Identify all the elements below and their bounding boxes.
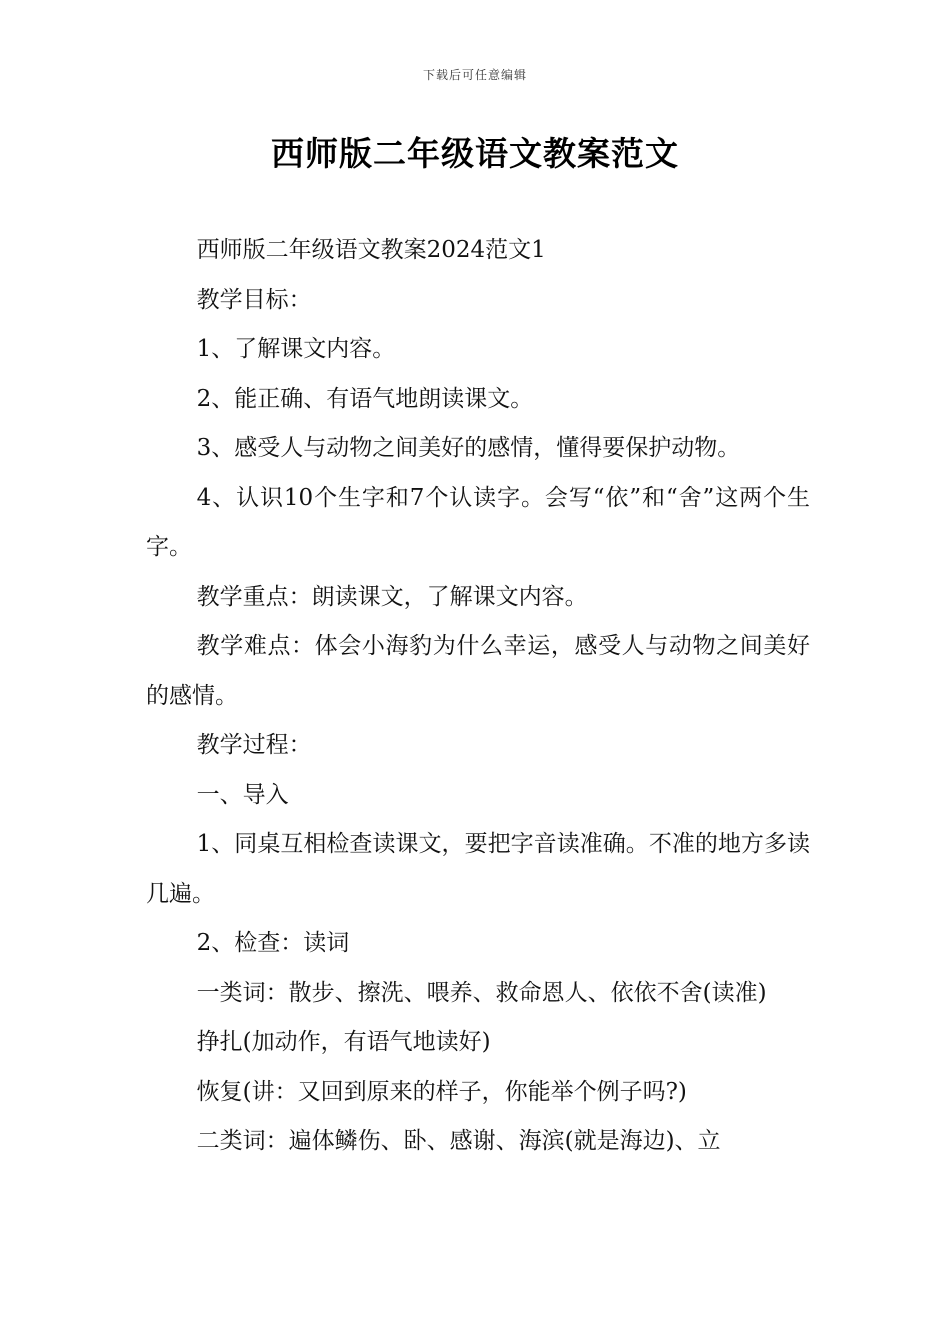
header-note: 下载后可任意编辑	[422, 68, 527, 82]
paragraph: 教学目标：	[196, 286, 312, 313]
paragraph: 挣扎(加动作，有语气地读好)	[196, 1029, 491, 1055]
paragraph: 1、同桌互相检查读课文，要把字音读准确。不准的地方多读几遍。	[146, 831, 810, 907]
paragraph-subtitle: 西师版二年级语文教案2024范文1	[196, 237, 546, 263]
paragraph: 1、了解课文内容。	[196, 336, 396, 362]
paragraph: 教学难点：体会小海豹为什么幸运，感受人与动物之间美好的感情。	[146, 633, 810, 709]
paragraph: 教学过程：	[196, 732, 312, 758]
paragraph: 二类词：遍体鳞伤、卧、感谢、海滨(就是海边)、立	[196, 1128, 721, 1154]
paragraph: 一类词：散步、擦洗、喂养、救命恩人、依依不舍(读准)	[196, 979, 767, 1006]
paragraph: 3、感受人与动物之间美好的感情，懂得要保护动物。	[196, 435, 741, 461]
paragraph: 2、检查：读词	[196, 930, 350, 956]
paragraph: 教学重点：朗读课文，了解课文内容。	[196, 583, 588, 610]
paragraph: 一、导入	[196, 781, 289, 808]
document-body	[146, 226, 810, 1167]
paragraph: 2、能正确、有语气地朗读课文。	[196, 385, 534, 412]
document-title: 西师版二年级语文教案范文	[271, 134, 679, 173]
paragraph: 4、认识10个生字和7个认读字。会写“依”和“舍”这两个生字。	[146, 484, 810, 560]
paragraph: 恢复(讲：又回到原来的样子，你能举个例子吗?)	[196, 1078, 687, 1105]
